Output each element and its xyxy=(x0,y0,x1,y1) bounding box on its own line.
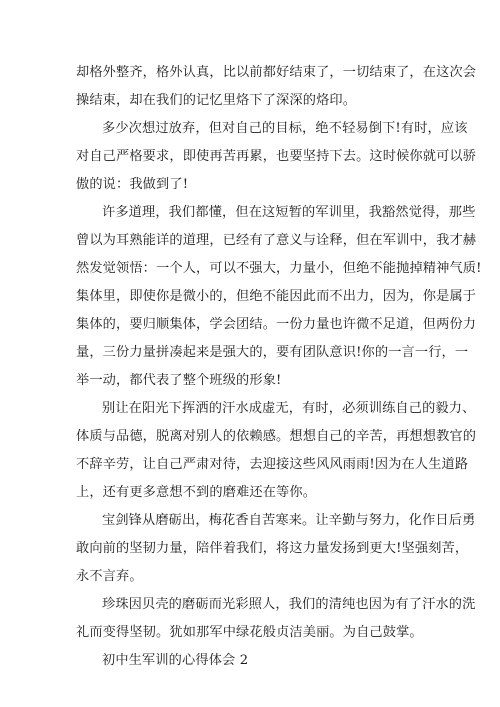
paragraph-4-line-3: 不辞辛劳，让自己严肃对待，去迎接这些风风雨雨!因为在人生道路 xyxy=(76,457,469,472)
paragraph-2-line-2: 对自己严格要求，即使再苦再累，也要坚持下去。这时候你就可以骄 xyxy=(76,149,477,164)
paragraph-6-line-2: 礼而变得坚韧。犹如那军中绿花般贞洁美丽。为自己鼓掌。 xyxy=(76,625,423,640)
paragraph-6-line-1: 珍珠因贝壳的磨砺而光彩照人，我们的清纯也因为有了汗水的洗 xyxy=(102,597,476,612)
paragraph-3-line-2: 曾以为耳熟能详的道理，已经有了意义与诠释，但在军训中，我才赫 xyxy=(76,233,477,248)
paragraph-5-line-1: 宝剑锋从磨砺出，梅花香自苦寒来。让辛勤与努力，化作日后勇 xyxy=(102,513,476,528)
paragraph-3-line-5: 集体的，要归顺集体，学会团结。一份力量也许微不足道，但两份力 xyxy=(76,317,477,332)
paragraph-5-line-3: 永不言弃。 xyxy=(76,569,143,584)
paragraph-1-line-1: 却格外整齐，格外认真，比以前都好结束了，一切结束了，在这次会 xyxy=(76,65,477,80)
paragraph-3-line-3: 然发觉领悟：一个人，可以不强大，力量小，但绝不能抛掉精神气质! xyxy=(76,261,482,276)
paragraph-3-line-6: 量，三份力量拼凑起来是强大的，要有团队意识!你的一言一行，一 xyxy=(76,345,469,360)
paragraph-2-line-1: 多少次想过放弃，但对自己的目标，绝不轻易倒下!有时，应该 xyxy=(102,121,468,136)
paragraph-4-line-2: 体质与品德，脱离对别人的依赖感。想想自己的辛苦，再想想教官的 xyxy=(76,429,477,444)
paragraph-3-line-1: 许多道理，我们都懂，但在这短暂的军训里，我豁然觉得，那些 xyxy=(102,205,476,220)
paragraph-5-line-2: 敢向前的坚韧力量，陪伴着我们，将这力量发扬到更大!坚强刻苦， xyxy=(76,541,469,556)
paragraph-3-line-4: 集体里，即使你是微小的，但绝不能因此而不出力，因为，你是属于 xyxy=(76,289,477,304)
section-heading: 初中生军训的心得体会 2 xyxy=(102,653,249,668)
paragraph-1-line-2: 操结束，却在我们的记忆里烙下了深深的烙印。 xyxy=(76,93,357,108)
paragraph-4-line-4: 上，还有更多意想不到的磨难还在等你。 xyxy=(76,485,317,500)
paragraph-2-line-3: 傲的说：我做到了! xyxy=(76,177,189,192)
paragraph-3-line-7: 举一动，都代表了整个班级的形象! xyxy=(76,373,282,388)
paragraph-4-line-1: 别让在阳光下挥洒的汗水成虚无，有时，必须训练自己的毅力、 xyxy=(102,401,476,416)
